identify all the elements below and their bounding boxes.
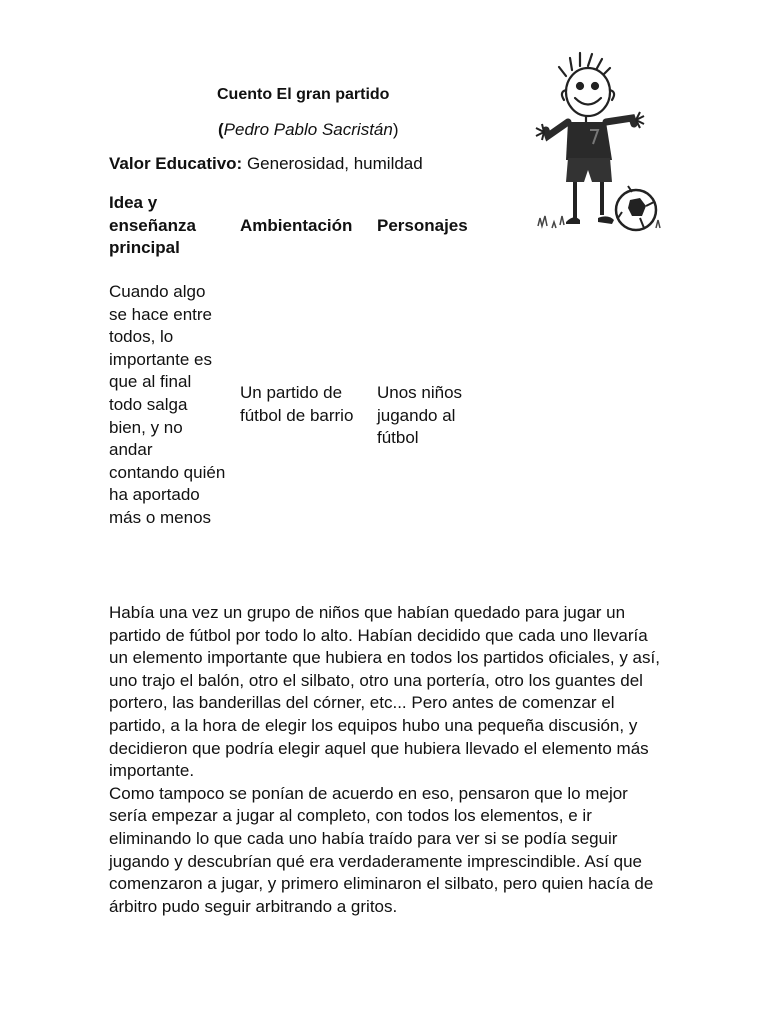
soccer-kid-illustration — [530, 50, 665, 235]
story-body — [109, 602, 669, 918]
story-paragraph: Había una vez un grupo de niños que habían quedado para jugar un partido de fútbol por todo lo alto. Habían decidido que cada uno llevaría un elemento importante que hubiera en todos los partidos oficiales, y así, uno trajo el balón, otro el silbato, otro una portería, otro los guantes del portero, las banderillas del córner, etc... Pero antes de comenzar el partido, a la hora de elegir los equipos hubo una pequeña discusión, y decidieron que podría elegir aquel que hubiera llevado el elemento más importante. — [109, 603, 660, 781]
table-cell-characters: Unos niños jugando al fútbol — [377, 383, 463, 448]
table-header-idea: Idea y enseñanza principal — [109, 193, 196, 258]
table-header-characters: Personajes — [377, 216, 468, 235]
table-header-setting: Ambientación — [240, 216, 353, 235]
story-title: Cuento El gran partido — [217, 86, 390, 103]
author-open-paren: ( — [218, 120, 224, 139]
educational-value — [109, 154, 423, 174]
author-name: Pedro Pablo Sacristán — [223, 120, 393, 139]
educational-value-text: Generosidad, humildad — [246, 154, 423, 173]
table-cell-idea: Cuando algo se hace entre todos, lo importante es que al final todo salga bien, y no andar contando quién ha aportado más o menos — [109, 282, 226, 527]
author-close-paren: ) — [392, 120, 399, 139]
table-cell-setting: Un partido de fútbol de barrio — [240, 383, 354, 425]
author-line — [218, 120, 399, 140]
educational-value-label: Valor Educativo: — [109, 154, 243, 173]
story-paragraph: Como tampoco se ponían de acuerdo en eso, pensaron que lo mejor sería empezar a jugar al completo, con todos los elementos, e ir eliminando lo que cada uno había traído para ver si se podía seguir jugando y descubrían qué era verdaderamente imprescindible. Así que comenzaron a jugar, y primero eliminaron el silbato, pero quien hacía de árbitro pudo seguir arbitrando a gritos. — [109, 783, 654, 916]
